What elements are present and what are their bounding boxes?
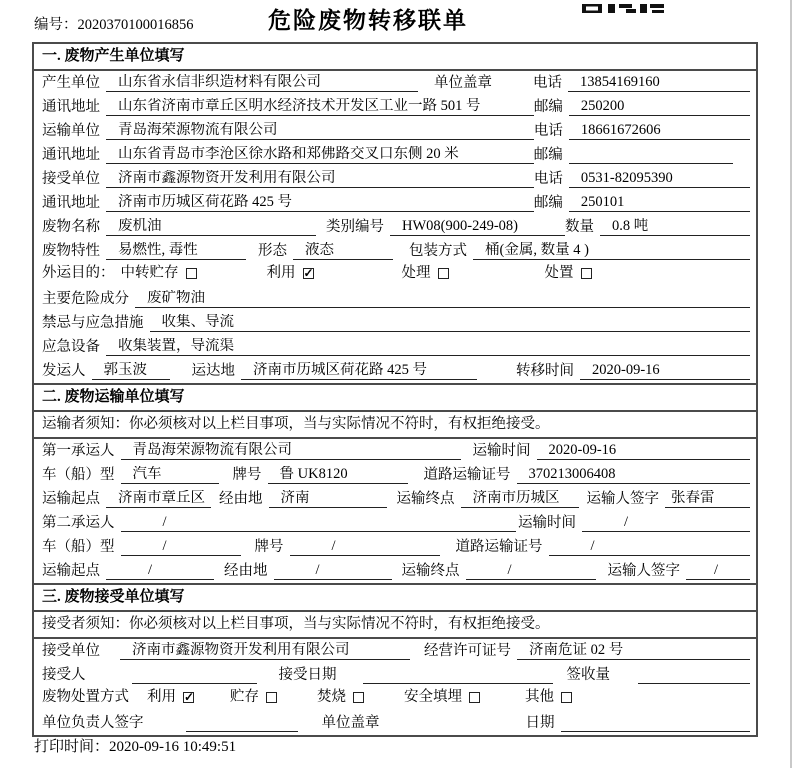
receiver-address-field: 济南市历城区荷花路 425 号	[106, 194, 534, 212]
purpose-option-transfer	[121, 265, 197, 282]
checkbox-unchecked-icon	[353, 692, 364, 703]
disposal-option-use	[147, 689, 194, 706]
purpose-label: 外运目的：	[42, 265, 115, 281]
equipment-label: 应急设备	[42, 339, 100, 355]
receiver-phone-field: 0531-82095390	[569, 170, 750, 188]
print-time-label: 打印时间：	[34, 739, 110, 755]
receiver-label: 接受单位	[42, 171, 100, 187]
sign1-field: 张春雷	[665, 490, 750, 508]
packing-field: 桶(金属, 数量 4 )	[473, 242, 750, 260]
serial-label: 编号：	[34, 17, 78, 33]
disposal-label: 废物处置方式	[42, 689, 129, 705]
waste-name-field: 废机油	[106, 218, 316, 236]
origin1-field: 济南市章丘区	[106, 490, 211, 508]
hazard-label: 主要危险成分	[42, 291, 129, 307]
transporter-zip-field	[569, 147, 733, 164]
accept-date-field	[363, 667, 553, 684]
row-route1	[34, 487, 756, 511]
quantity-label: 数量	[565, 219, 594, 235]
receiver-notice: 接受者须知：你必须核对以上栏目事项，当与实际情况不符时，有权拒绝接受。	[34, 612, 756, 639]
sign1-label: 运输人签字	[586, 491, 659, 507]
purpose-option-use	[267, 265, 314, 282]
carrier2-label: 第二承运人	[42, 515, 115, 531]
sign2-label: 运输人签字	[607, 563, 680, 579]
producer-address-field: 山东省济南市章丘区明水经济技术开发区工业一路 501 号	[106, 98, 534, 116]
received-qty-field	[638, 667, 750, 684]
plate1-field: 鲁 UK8120	[268, 466, 408, 484]
license2-field: /	[549, 538, 751, 556]
row-purpose	[34, 263, 756, 287]
producer-seal-label: 单位盖章	[434, 75, 492, 91]
document-header	[0, 0, 796, 42]
time2-label: 运输时间	[518, 515, 576, 531]
plate2-label: 牌号	[254, 539, 284, 555]
via2-label: 经由地	[224, 563, 268, 579]
dest-field: 济南市历城区荷花路 425 号	[241, 362, 477, 380]
form-label: 形态	[258, 243, 287, 259]
row-transporter	[34, 119, 756, 143]
row-carrier2	[34, 511, 756, 535]
taboo-label: 禁忌与应急措施	[42, 315, 144, 331]
disposal-option-other-label: 其他	[525, 689, 554, 705]
row-acceptor	[34, 663, 756, 687]
row-carrier1	[34, 439, 756, 463]
waste-name-label: 废物名称	[42, 219, 100, 235]
carrier1-label: 第一承运人	[42, 443, 115, 459]
purpose-option-dispose	[545, 265, 592, 282]
via1-label: 经由地	[219, 491, 263, 507]
row-waste-character	[34, 239, 756, 263]
page-title: 危险废物转移联单	[268, 8, 468, 33]
row-shipper	[34, 359, 756, 383]
form-field: 液态	[293, 242, 393, 260]
row-producer	[34, 71, 756, 95]
transporter-phone-field: 18661672606	[569, 122, 750, 140]
row-route2	[34, 559, 756, 583]
disposal-option-other	[525, 689, 572, 706]
vehicle2-field: /	[121, 538, 241, 556]
purpose-option-dispose-label: 处置	[544, 265, 574, 281]
license1-field: 370213006408	[517, 466, 751, 484]
hazard-field: 废矿物油	[135, 290, 750, 308]
transfer-time-label: 转移时间	[516, 363, 574, 379]
receiver-zip-field: 250101	[569, 194, 750, 212]
permit-field: 济南危证 02 号	[517, 642, 750, 660]
received-qty-label: 签收量	[566, 667, 610, 683]
category-label: 类别编号	[326, 219, 384, 235]
acceptor-field	[132, 667, 257, 684]
vehicle1-label: 车（船）型	[42, 467, 115, 483]
checkbox-unchecked-icon	[266, 692, 277, 703]
equipment-field: 收集装置，导流渠	[106, 338, 750, 356]
row-equipment	[34, 335, 756, 359]
producer-phone-label: 电话	[533, 75, 562, 91]
row-transporter-address	[34, 143, 756, 167]
row-accept-unit	[34, 639, 756, 663]
checkbox-unchecked-icon	[561, 692, 572, 703]
row-receiver	[34, 167, 756, 191]
section-producer-title: 一. 废物产生单位填写	[34, 44, 756, 71]
character-label: 废物特性	[42, 243, 100, 259]
origin2-label: 运输起点	[42, 563, 100, 579]
section-receiver	[34, 583, 756, 735]
vehicle1-field: 汽车	[121, 466, 219, 484]
section-receiver-title: 三. 废物接受单位填写	[34, 585, 756, 612]
producer-field: 山东省永信非织造材料有限公司	[106, 74, 418, 92]
transporter-phone-label: 电话	[533, 123, 563, 139]
section-producer	[34, 44, 756, 383]
purpose-option-treat-label: 处理	[401, 265, 431, 281]
row-waste-name	[34, 215, 756, 239]
receiver-address-label: 通讯地址	[42, 195, 100, 211]
disposal-option-landfill	[404, 689, 480, 706]
row-responsible-sign	[34, 711, 756, 735]
accept-unit-field: 济南市鑫源物资开发利用有限公司	[120, 642, 410, 660]
time1-label: 运输时间	[472, 443, 531, 459]
transporter-address-field: 山东省青岛市李沧区徐水路和郑佛路交叉口东侧 20 米	[106, 146, 534, 164]
purpose-option-use-label: 利用	[266, 265, 296, 281]
via1-field: 济南	[269, 490, 387, 508]
print-time-value: 2020-09-16 10:49:51	[109, 739, 237, 755]
shipper-field: 郭玉波	[92, 362, 170, 380]
plate1-label: 牌号	[232, 467, 262, 483]
time1-field: 2020-09-16	[537, 442, 751, 460]
receiver-zip-label: 邮编	[533, 195, 563, 211]
serial-value: 2020370100016856	[77, 17, 194, 33]
license1-label: 道路运输证号	[423, 467, 511, 483]
producer-address-label: 通讯地址	[42, 99, 100, 115]
accept-date-label: 接受日期	[278, 667, 337, 683]
print-time	[34, 735, 236, 756]
acceptor-label: 接受人	[42, 667, 86, 683]
accept-unit-label: 接受单位	[42, 643, 100, 659]
date-field	[561, 715, 751, 732]
unit-seal-label: 单位盖章	[321, 715, 380, 731]
producer-zip-field: 250200	[569, 98, 750, 116]
row-producer-address	[34, 95, 756, 119]
vehicle2-label: 车（船）型	[42, 539, 115, 555]
transfer-time-field: 2020-09-16	[580, 362, 750, 380]
disposal-option-landfill-label: 安全填埋	[404, 689, 462, 705]
carrier1-field: 青岛海荣源物流有限公司	[121, 442, 461, 460]
dest-label: 运达地	[191, 363, 235, 379]
sign2-field: /	[686, 562, 750, 580]
qr-code-fragment-icon	[582, 0, 670, 9]
category-field: HW08(900-249-08)	[390, 218, 565, 236]
receiver-phone-label: 电话	[533, 171, 563, 187]
responsible-sign-field	[186, 715, 298, 732]
packing-label: 包装方式	[409, 243, 467, 259]
end2-field: /	[466, 562, 596, 580]
disposal-option-burn	[317, 689, 364, 706]
row-disposal	[34, 687, 756, 711]
row-taboo	[34, 311, 756, 335]
transporter-zip-label: 邮编	[533, 147, 563, 163]
manifest-form	[32, 42, 758, 737]
purpose-option-transfer-label: 中转贮存	[120, 265, 179, 281]
section-transport-title: 二. 废物运输单位填写	[34, 385, 756, 412]
taboo-field: 收集、导流	[150, 314, 751, 332]
carrier2-field: /	[121, 514, 516, 532]
disposal-option-use-label: 利用	[147, 689, 176, 705]
scan-page-edge	[790, 0, 792, 768]
license2-label: 道路运输证号	[455, 539, 543, 555]
end1-field: 济南市历城区	[461, 490, 579, 508]
permit-label: 经营许可证号	[424, 643, 511, 659]
plate2-field: /	[290, 538, 440, 556]
disposal-option-store-label: 贮存	[230, 689, 259, 705]
receiver-field: 济南市鑫源物资开发利用有限公司	[106, 170, 534, 188]
row-vehicle1	[34, 463, 756, 487]
end1-label: 运输终点	[396, 491, 455, 507]
producer-zip-label: 邮编	[533, 99, 563, 115]
producer-label: 产生单位	[42, 75, 100, 91]
section-transport	[34, 383, 756, 583]
producer-phone-field: 13854169160	[568, 74, 750, 92]
disposal-option-burn-label: 焚烧	[317, 689, 346, 705]
checkbox-checked-icon	[303, 268, 314, 279]
transporter-address-label: 通讯地址	[42, 147, 100, 163]
origin1-label: 运输起点	[42, 491, 100, 507]
time2-field: /	[582, 514, 750, 532]
shipper-label: 发运人	[42, 363, 86, 379]
checkbox-unchecked-icon	[581, 268, 592, 279]
end2-label: 运输终点	[401, 563, 460, 579]
checkbox-unchecked-icon	[438, 268, 449, 279]
purpose-option-treat	[402, 265, 449, 282]
checkbox-unchecked-icon	[186, 268, 197, 279]
transporter-field: 青岛海荣源物流有限公司	[106, 122, 534, 140]
checkbox-unchecked-icon	[469, 692, 480, 703]
responsible-sign-label: 单位负责人签字	[42, 715, 144, 731]
via2-field: /	[274, 562, 392, 580]
disposal-option-store	[230, 689, 277, 706]
origin2-field: /	[106, 562, 214, 580]
row-hazard	[34, 287, 756, 311]
date-label: 日期	[525, 715, 555, 731]
row-receiver-address	[34, 191, 756, 215]
character-field: 易燃性, 毒性	[106, 242, 246, 260]
quantity-field: 0.8 吨	[600, 218, 750, 236]
transport-notice: 运输者须知：你必须核对以上栏目事项，当与实际情况不符时，有权拒绝接受。	[34, 412, 756, 439]
transporter-label: 运输单位	[42, 123, 100, 139]
checkbox-checked-icon	[183, 692, 194, 703]
row-vehicle2	[34, 535, 756, 559]
